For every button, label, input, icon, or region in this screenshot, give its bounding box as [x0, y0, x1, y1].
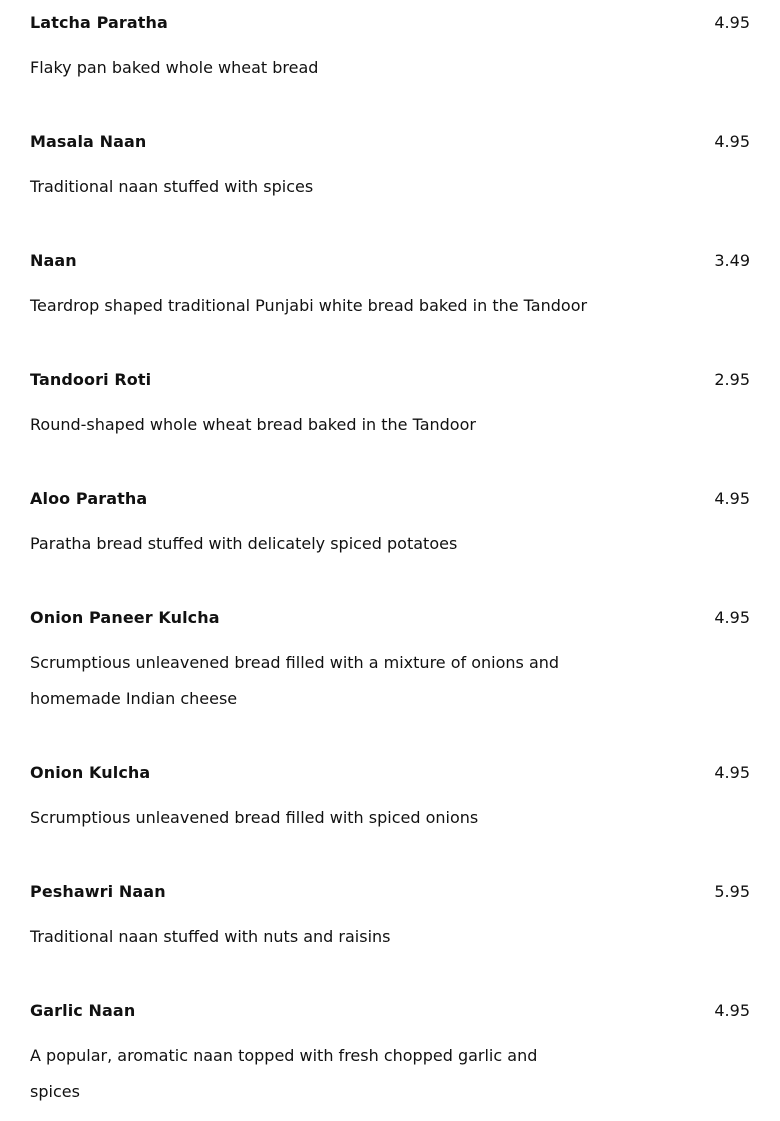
menu-item-header: [30, 12, 750, 34]
menu-item-header: [30, 1000, 750, 1022]
menu-item-name: Onion Kulcha: [30, 763, 151, 782]
menu-item-price: 5.95: [714, 882, 750, 901]
item-spacer: [30, 836, 750, 881]
menu-item: [30, 1000, 750, 1110]
menu-item-header: [30, 762, 750, 784]
menu-item: [30, 131, 750, 250]
menu-item-description: A popular, aromatic naan topped with fresh chopped garlic and spices: [30, 1046, 538, 1101]
item-spacer: [30, 443, 750, 488]
item-spacer: [30, 955, 750, 1000]
menu-item-name: Peshawri Naan: [30, 882, 166, 901]
menu-item: [30, 488, 750, 607]
menu-item-header: [30, 488, 750, 510]
menu-item-name: Aloo Paratha: [30, 489, 148, 508]
menu-item-name: Masala Naan: [30, 132, 147, 151]
item-spacer: [30, 562, 750, 607]
item-spacer: [30, 717, 750, 762]
menu-item-price: 4.95: [714, 763, 750, 782]
item-spacer: [30, 86, 750, 131]
menu-item: [30, 369, 750, 488]
menu-item: [30, 762, 750, 881]
menu-item-price: 4.95: [714, 132, 750, 151]
menu-item-description: Traditional naan stuffed with spices: [30, 177, 314, 196]
item-spacer: [30, 324, 750, 369]
menu-item-description: Scrumptious unleavened bread filled with spiced onions: [30, 808, 479, 827]
menu-item: [30, 12, 750, 131]
menu-item-price: 4.95: [714, 13, 750, 32]
menu-item-header: [30, 131, 750, 153]
menu-item-description: Round-shaped whole wheat bread baked in the Tandoor: [30, 415, 476, 434]
menu-item-name: Latcha Paratha: [30, 13, 168, 32]
menu-item-header: [30, 369, 750, 391]
menu-item-price: 2.95: [714, 370, 750, 389]
menu-item-price: 4.95: [714, 1001, 750, 1020]
menu-item-header: [30, 881, 750, 903]
menu-item-price: 4.95: [714, 608, 750, 627]
menu-item-header: [30, 607, 750, 629]
menu-item-price: 3.49: [714, 251, 750, 270]
item-spacer: [30, 205, 750, 250]
menu-list: [30, 12, 750, 1110]
menu-item: [30, 607, 750, 762]
menu-item-description: Flaky pan baked whole wheat bread: [30, 58, 319, 77]
menu-item-name: Tandoori Roti: [30, 370, 152, 389]
menu-item-description: Scrumptious unleavened bread filled with a mixture of onions and homemade Indian cheese: [30, 653, 560, 708]
menu-item-name: Onion Paneer Kulcha: [30, 608, 220, 627]
menu-item-description: Traditional naan stuffed with nuts and raisins: [30, 927, 391, 946]
menu-item: [30, 881, 750, 1000]
menu-item-description: Paratha bread stuffed with delicately spiced potatoes: [30, 534, 458, 553]
menu-item-name: Garlic Naan: [30, 1001, 136, 1020]
menu-item-header: [30, 250, 750, 272]
menu-item-description: Teardrop shaped traditional Punjabi white bread baked in the Tandoor: [30, 296, 588, 315]
menu-item: [30, 250, 750, 369]
menu-item-name: Naan: [30, 251, 77, 270]
menu-item-price: 4.95: [714, 489, 750, 508]
